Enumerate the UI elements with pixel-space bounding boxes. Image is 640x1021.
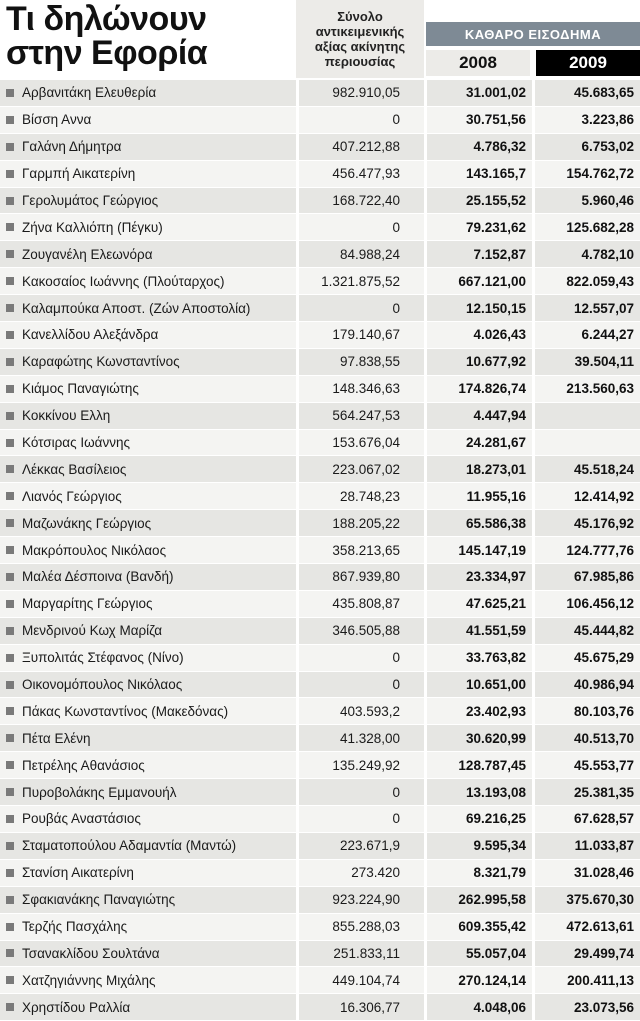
asset-value: 153.676,04 <box>332 435 400 451</box>
person-name: Μαργαρίτης Γεώργιος <box>22 596 153 612</box>
person-name: Χατζηγιάννης Μιχάλης <box>22 972 156 988</box>
person-name: Βίσση Αννα <box>22 112 92 128</box>
square-bullet-icon <box>6 385 14 393</box>
square-bullet-icon <box>6 1003 14 1011</box>
income-2008-value: 69.216,25 <box>465 811 526 827</box>
income-2009-value: 11.033,87 <box>574 838 634 854</box>
asset-value: 16.306,77 <box>339 999 400 1015</box>
table-body <box>0 80 640 1021</box>
income-2008-value: 65.586,38 <box>465 515 526 531</box>
asset-value: 28.748,23 <box>339 488 400 504</box>
asset-value: 0 <box>392 112 400 128</box>
asset-value: 0 <box>392 811 400 827</box>
column-divider <box>424 295 427 321</box>
square-bullet-icon <box>6 116 14 124</box>
table-row <box>0 564 640 591</box>
column-divider <box>424 645 427 671</box>
income-2008-value: 31.001,02 <box>465 85 526 101</box>
asset-value: 84.988,24 <box>339 246 400 262</box>
column-divider <box>424 725 427 751</box>
table-row <box>0 268 640 295</box>
income-2009-value: 45.553,77 <box>573 757 634 773</box>
table-row <box>0 860 640 887</box>
square-bullet-icon <box>6 600 14 608</box>
column-divider <box>424 833 427 859</box>
income-2008-value: 12.150,15 <box>465 300 526 316</box>
column-divider <box>424 618 427 644</box>
asset-value: 0 <box>392 650 400 666</box>
income-2008-value: 10.677,92 <box>465 354 526 370</box>
year-2009-header: 2009 <box>536 50 640 76</box>
column-divider <box>532 161 535 187</box>
person-name: Πυροβολάκης Εμμανουήλ <box>22 784 177 800</box>
table-row <box>0 80 640 107</box>
person-name: Μαλέα Δέσποινα (Βανδή) <box>22 569 174 585</box>
column-divider <box>532 725 535 751</box>
table-row <box>0 134 640 161</box>
column-divider <box>424 241 427 267</box>
income-2009-value: 80.103,76 <box>573 703 634 719</box>
asset-value: 855.288,03 <box>332 919 400 935</box>
table-row <box>0 591 640 618</box>
column-divider <box>424 537 427 563</box>
table-row <box>0 941 640 968</box>
asset-value: 97.838,55 <box>339 354 400 370</box>
income-2008-value: 128.787,45 <box>458 757 526 773</box>
asset-value: 0 <box>392 300 400 316</box>
person-name: Ρουβάς Αναστάσιος <box>22 811 141 827</box>
square-bullet-icon <box>6 197 14 205</box>
income-2009-value: 12.414,92 <box>573 488 634 504</box>
column-divider <box>424 698 427 724</box>
asset-value: 251.833,11 <box>333 945 400 961</box>
column-divider <box>424 994 427 1020</box>
square-bullet-icon <box>6 627 14 635</box>
income-2009-value: 67.985,86 <box>573 569 634 585</box>
income-2009-value: 45.675,29 <box>573 650 634 666</box>
asset-value: 435.808,87 <box>332 596 400 612</box>
column-divider <box>532 645 535 671</box>
asset-value: 188.205,22 <box>332 515 400 531</box>
table-row <box>0 672 640 699</box>
asset-value: 0 <box>392 677 400 693</box>
column-divider <box>424 672 427 698</box>
income-2008-value: 55.057,04 <box>465 945 526 961</box>
square-bullet-icon <box>6 815 14 823</box>
page-title <box>6 2 296 70</box>
income-2008-value: 609.355,42 <box>458 919 526 935</box>
square-bullet-icon <box>6 681 14 689</box>
column-divider <box>532 887 535 913</box>
column-divider <box>532 107 535 133</box>
column-divider <box>532 349 535 375</box>
column-divider <box>424 349 427 375</box>
column-divider <box>532 967 535 993</box>
table-row <box>0 752 640 779</box>
column-divider <box>532 80 535 106</box>
column-divider <box>424 268 427 294</box>
square-bullet-icon <box>6 439 14 447</box>
column-divider <box>532 752 535 778</box>
person-name: Τσανακλίδου Σουλτάνα <box>22 945 160 961</box>
income-2009-value: 124.777,76 <box>566 542 634 558</box>
income-2008-value: 13.193,08 <box>465 784 526 800</box>
income-2009-value: 106.456,12 <box>566 596 634 612</box>
square-bullet-icon <box>6 331 14 339</box>
income-2009-value: 45.176,92 <box>573 515 634 531</box>
square-bullet-icon <box>6 869 14 877</box>
column-divider <box>424 779 427 805</box>
column-divider <box>532 456 535 482</box>
income-2009-value: 200.411,13 <box>567 972 634 988</box>
column-divider <box>532 188 535 214</box>
person-name: Καλαμπούκα Αποστ. (Ζών Αποστολία) <box>22 300 251 316</box>
income-2009-value: 6.753,02 <box>581 139 634 155</box>
income-2009-value: 25.381,35 <box>573 784 634 800</box>
asset-value: 273.420 <box>351 865 400 881</box>
table-row <box>0 994 640 1021</box>
table-row <box>0 483 640 510</box>
square-bullet-icon <box>6 143 14 151</box>
column-divider <box>424 752 427 778</box>
square-bullet-icon <box>6 896 14 904</box>
income-2008-value: 79.231,62 <box>465 219 526 235</box>
income-2008-value: 23.334,97 <box>465 569 526 585</box>
column-divider <box>424 591 427 617</box>
income-2008-value: 41.551,59 <box>465 623 526 639</box>
asset-value: 148.346,63 <box>332 381 400 397</box>
income-2009-value: 5.960,46 <box>581 193 634 208</box>
income-2009-value: 29.499,74 <box>573 945 634 961</box>
income-2009-value: 125.682,28 <box>566 219 634 235</box>
asset-column-header <box>296 0 424 78</box>
person-name: Ξυπολιτάς Στέφανος (Νίνο) <box>22 650 184 666</box>
income-2008-value: 33.763,82 <box>465 650 526 666</box>
square-bullet-icon <box>6 250 14 258</box>
income-2008-value: 7.152,87 <box>473 246 526 262</box>
income-2008-value: 667.121,00 <box>458 273 526 289</box>
income-2008-value: 4.026,43 <box>473 327 526 343</box>
asset-value: 982.910,05 <box>332 85 400 101</box>
column-divider <box>532 376 535 402</box>
person-name: Αρβανιτάκη Ελευθερία <box>22 85 157 101</box>
asset-value: 923.224,90 <box>332 892 400 908</box>
column-divider <box>532 672 535 698</box>
square-bullet-icon <box>6 412 14 420</box>
column-divider <box>424 510 427 536</box>
person-name: Κιάμος Παναγιώτης <box>22 381 139 397</box>
title-line-2: στην Εφορία <box>6 34 208 72</box>
person-name: Χρηστίδου Ραλλία <box>22 999 131 1015</box>
asset-column-label: Σύνολο αντικειμενικής αξίας ακίνητης περιουσίας <box>314 9 406 69</box>
table-row <box>0 214 640 241</box>
income-2008-value: 10.651,00 <box>465 677 526 693</box>
column-divider <box>424 887 427 913</box>
column-divider <box>532 322 535 348</box>
square-bullet-icon <box>6 492 14 500</box>
column-divider <box>424 860 427 886</box>
income-2008-value: 9.595,34 <box>473 838 526 854</box>
asset-value: 179.140,67 <box>332 327 400 343</box>
income-2009-value: 23.073,56 <box>573 999 634 1015</box>
income-2008-value: 4.447,94 <box>473 408 526 424</box>
table-row <box>0 430 640 457</box>
person-name: Ζήνα Καλλιόπη (Πέγκυ) <box>22 219 163 235</box>
column-divider <box>424 483 427 509</box>
person-name: Κακοσαίος Ιωάννης (Πλούταρχος) <box>22 273 225 289</box>
asset-value: 358.213,65 <box>332 542 400 558</box>
column-divider <box>424 430 427 456</box>
asset-value: 168.722,40 <box>332 193 400 208</box>
square-bullet-icon <box>6 923 14 931</box>
title-line-1: Τι δηλώνουν <box>6 0 207 38</box>
person-name: Γαλάνη Δήμητρα <box>22 139 122 155</box>
table-row <box>0 833 640 860</box>
table-row <box>0 161 640 188</box>
column-divider <box>424 188 427 214</box>
table-row <box>0 376 640 403</box>
income-2009-value: 154.762,72 <box>566 166 634 182</box>
asset-value: 223.671,9 <box>339 838 400 854</box>
person-name: Λέκκας Βασίλειος <box>22 461 127 477</box>
square-bullet-icon <box>6 707 14 715</box>
person-name: Μενδρινού Κωχ Μαρίζα <box>22 623 163 639</box>
column-divider <box>532 268 535 294</box>
person-name: Σταματοπούλου Αδαμαντία (Μαντώ) <box>22 838 237 854</box>
column-divider <box>532 806 535 832</box>
column-divider <box>532 779 535 805</box>
income-2008-value: 262.995,58 <box>458 892 526 908</box>
asset-value: 135.249,92 <box>332 757 400 773</box>
square-bullet-icon <box>6 734 14 742</box>
income-2009-value: 45.444,82 <box>573 623 634 639</box>
column-divider <box>424 376 427 402</box>
net-income-header: ΚΑΘΑΡΟ ΕΙΣΟΔΗΜΑ <box>426 22 640 46</box>
square-bullet-icon <box>6 304 14 312</box>
income-2008-value: 143.165,7 <box>465 166 526 182</box>
column-divider <box>532 618 535 644</box>
column-divider <box>424 456 427 482</box>
asset-value: 564.247,53 <box>332 408 400 424</box>
year-2008-header: 2008 <box>426 50 530 76</box>
income-2008-value: 30.620,99 <box>465 730 526 746</box>
asset-value: 0 <box>392 784 400 800</box>
column-divider <box>424 80 427 106</box>
column-divider <box>532 833 535 859</box>
income-2008-value: 174.826,74 <box>458 381 526 397</box>
column-divider <box>424 214 427 240</box>
person-name: Κοκκίνου Ελλη <box>22 408 111 424</box>
square-bullet-icon <box>6 170 14 178</box>
table-row <box>0 618 640 645</box>
column-divider <box>532 430 535 456</box>
column-divider <box>532 564 535 590</box>
income-2009-value: 375.670,30 <box>566 892 634 908</box>
column-divider <box>532 134 535 160</box>
square-bullet-icon <box>6 842 14 850</box>
table-row <box>0 322 640 349</box>
square-bullet-icon <box>6 761 14 769</box>
table-row <box>0 914 640 941</box>
asset-value: 456.477,93 <box>332 166 400 182</box>
column-divider <box>532 994 535 1020</box>
square-bullet-icon <box>6 358 14 366</box>
column-divider <box>424 161 427 187</box>
income-2009-value: 39.504,11 <box>574 354 634 370</box>
income-2008-value: 25.155,52 <box>465 193 526 208</box>
table-row <box>0 241 640 268</box>
table-row <box>0 779 640 806</box>
person-name: Καραφώτης Κωνσταντίνος <box>22 354 180 370</box>
square-bullet-icon <box>6 519 14 527</box>
income-2009-value: 4.782,10 <box>581 246 634 262</box>
income-2008-value: 145.147,19 <box>458 542 526 558</box>
person-name: Στανίση Αικατερίνη <box>22 865 134 881</box>
income-2008-value: 23.402,93 <box>465 703 526 719</box>
column-divider <box>532 941 535 967</box>
income-2008-value: 11.955,16 <box>466 488 526 504</box>
table-row <box>0 403 640 430</box>
income-2008-value: 270.124,14 <box>458 972 526 988</box>
column-divider <box>424 403 427 429</box>
income-2009-value: 40.513,70 <box>573 730 634 746</box>
income-2009-value: 3.223,86 <box>581 112 634 128</box>
person-name: Πέτα Ελένη <box>22 730 91 746</box>
table-row <box>0 887 640 914</box>
table-row <box>0 725 640 752</box>
income-2009-value: 45.683,65 <box>573 85 634 101</box>
person-name: Πετρέλης Αθανάσιος <box>22 757 145 773</box>
table-row <box>0 537 640 564</box>
income-2009-value: 67.628,57 <box>573 811 634 827</box>
column-divider <box>424 564 427 590</box>
asset-value: 449.104,74 <box>332 972 400 988</box>
column-divider <box>532 537 535 563</box>
person-name: Κότσιρας Ιωάννης <box>22 435 130 451</box>
person-name: Μακρόπουλος Νικόλαος <box>22 542 167 558</box>
income-2008-value: 18.273,01 <box>465 461 526 477</box>
income-2008-value: 30.751,56 <box>465 112 526 128</box>
person-name: Λιανός Γεώργιος <box>22 488 122 504</box>
table-row <box>0 806 640 833</box>
income-2008-value: 47.625,21 <box>465 596 526 612</box>
square-bullet-icon <box>6 223 14 231</box>
square-bullet-icon <box>6 573 14 581</box>
column-divider <box>424 107 427 133</box>
income-2008-value: 4.786,32 <box>473 139 526 155</box>
column-divider <box>532 914 535 940</box>
square-bullet-icon <box>6 788 14 796</box>
income-2009-value: 6.244,27 <box>581 327 634 343</box>
asset-value: 407.212,88 <box>332 139 400 155</box>
income-2009-value: 213.560,63 <box>566 381 634 397</box>
table-row <box>0 107 640 134</box>
income-2008-value: 24.281,67 <box>465 435 526 451</box>
asset-value: 346.505,88 <box>332 623 400 639</box>
asset-value: 867.939,80 <box>332 569 400 585</box>
column-divider <box>532 295 535 321</box>
income-2008-value: 4.048,06 <box>473 999 526 1015</box>
income-2008-value: 8.321,79 <box>473 865 526 881</box>
table-row <box>0 295 640 322</box>
person-name: Γερολυμάτος Γεώργιος <box>22 193 159 208</box>
person-name: Σφακιανάκης Παναγιώτης <box>22 892 176 908</box>
column-divider <box>424 967 427 993</box>
income-2009-value: 472.613,61 <box>566 919 634 935</box>
table-row <box>0 645 640 672</box>
square-bullet-icon <box>6 654 14 662</box>
column-divider <box>532 214 535 240</box>
column-divider <box>532 403 535 429</box>
asset-value: 1.321.875,52 <box>321 273 400 289</box>
column-divider <box>532 483 535 509</box>
table-header <box>0 0 640 80</box>
asset-value: 403.593,2 <box>339 703 400 719</box>
column-divider <box>424 806 427 832</box>
column-divider <box>532 860 535 886</box>
column-divider <box>532 698 535 724</box>
income-2009-value: 12.557,07 <box>573 300 634 316</box>
asset-value: 0 <box>392 219 400 235</box>
income-2009-value: 822.059,43 <box>566 273 634 289</box>
column-divider <box>424 914 427 940</box>
square-bullet-icon <box>6 465 14 473</box>
column-divider <box>532 241 535 267</box>
asset-value: 223.067,02 <box>332 461 400 477</box>
column-divider <box>532 510 535 536</box>
square-bullet-icon <box>6 976 14 984</box>
table-row <box>0 698 640 725</box>
table-row <box>0 510 640 537</box>
person-name: Κανελλίδου Αλεξάνδρα <box>22 327 159 343</box>
square-bullet-icon <box>6 546 14 554</box>
column-divider <box>424 322 427 348</box>
person-name: Γαρμπή Αικατερίνη <box>22 166 136 182</box>
person-name: Μαζωνάκης Γεώργιος <box>22 515 152 531</box>
column-divider <box>424 134 427 160</box>
table-row <box>0 456 640 483</box>
person-name: Οικονομόπουλος Νικόλαος <box>22 677 183 693</box>
person-name: Ζουγανέλη Ελεωνόρα <box>22 246 153 262</box>
column-divider <box>532 591 535 617</box>
table-row <box>0 349 640 376</box>
square-bullet-icon <box>6 89 14 97</box>
income-2009-value: 40.986,94 <box>573 677 634 693</box>
income-2009-value: 45.518,24 <box>573 461 634 477</box>
table-row <box>0 188 640 215</box>
table-row <box>0 967 640 994</box>
square-bullet-icon <box>6 949 14 957</box>
asset-value: 41.328,00 <box>339 730 400 746</box>
column-divider <box>424 941 427 967</box>
square-bullet-icon <box>6 277 14 285</box>
person-name: Πάκας Κωνσταντίνος (Μακεδόνας) <box>22 703 229 719</box>
income-2009-value: 31.028,46 <box>573 865 634 881</box>
person-name: Τερζής Πασχάλης <box>22 919 128 935</box>
